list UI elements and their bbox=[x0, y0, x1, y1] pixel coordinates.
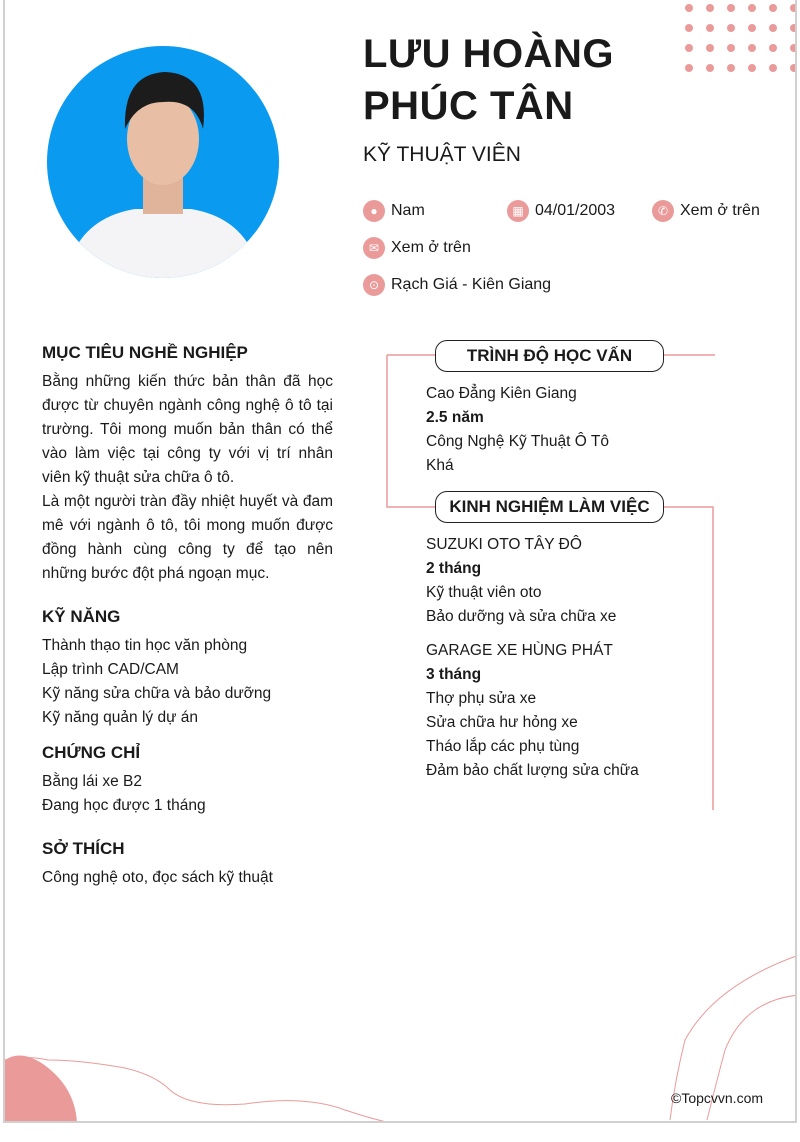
skills-list: Thành thạo tin học văn phòng Lập trình CAD/CAM Kỹ năng sửa chữa và bảo dưỡng Kỹ năng quản lý dự án bbox=[42, 637, 272, 726]
location-pin-icon: ⊙ bbox=[363, 274, 385, 296]
mail-icon: ✉ bbox=[363, 237, 385, 259]
decorative-lines bbox=[5, 0, 797, 1123]
objective-text: Bằng những kiến thức bản thân đã học được từ chuyên ngành công nghệ ô tô tại trường. Tôi mong muốn bản thân có thể vào làm việc tại công ty với vị trí nhân viên kỹ thuật sửa chữa ô tô. Là một người tràn đầy nhiệt huyết và đam mê với ngành ô tô, tôi mong muốn được đồng hành cùng công ty để tạo nên những bước đột phá ngoạn mục. bbox=[42, 373, 333, 582]
education-details: Cao Đẳng Kiên Giang 2.5 năm Công Nghệ Kỹ Thuật Ô Tô Khá bbox=[426, 385, 609, 474]
hobbies-text: Công nghệ oto, đọc sách kỹ thuật bbox=[42, 869, 273, 886]
calendar-icon: ▦ bbox=[507, 200, 529, 222]
phone-info: ✆ Xem ở trên bbox=[652, 200, 760, 222]
certs-list: Bằng lái xe B2 Đang học được 1 tháng bbox=[42, 773, 206, 814]
cv-page bbox=[3, 0, 797, 1123]
job-entry: GARAGE XE HÙNG PHÁT 3 tháng Thợ phụ sửa xe Sửa chữa hư hỏng xe Tháo lắp các phụ tùng Đảm bảo chất lượng sửa chữa bbox=[426, 642, 639, 779]
certs-heading: CHỨNG CHỈ bbox=[42, 743, 141, 762]
address-info: ⊙ Rạch Giá - Kiên Giang bbox=[363, 274, 551, 296]
phone-icon: ✆ bbox=[652, 200, 674, 222]
copyright: ©Topcvvn.com bbox=[671, 1090, 764, 1106]
gender-info: ● Nam bbox=[363, 200, 425, 222]
candidate-name: LƯU HOÀNG PHÚC TÂN bbox=[363, 32, 615, 128]
experience-heading: KINH NGHIỆM LÀM VIỆC bbox=[435, 491, 664, 523]
education-heading: TRÌNH ĐỘ HỌC VẤN bbox=[435, 340, 664, 372]
job-title: KỸ THUẬT VIÊN bbox=[363, 143, 521, 166]
hobbies-heading: SỞ THÍCH bbox=[42, 839, 125, 858]
email-info: ✉ Xem ở trên bbox=[363, 237, 471, 259]
job-entry: SUZUKI OTO TÂY ĐÔ 2 tháng Kỹ thuật viên oto Bảo dưỡng và sửa chữa xe bbox=[426, 536, 617, 625]
objective-heading: MỤC TIÊU NGHỀ NGHIỆP bbox=[42, 343, 248, 362]
user-icon: ● bbox=[363, 200, 385, 222]
dob-info: ▦ 04/01/2003 bbox=[507, 200, 615, 222]
skills-heading: KỸ NĂNG bbox=[42, 607, 121, 626]
